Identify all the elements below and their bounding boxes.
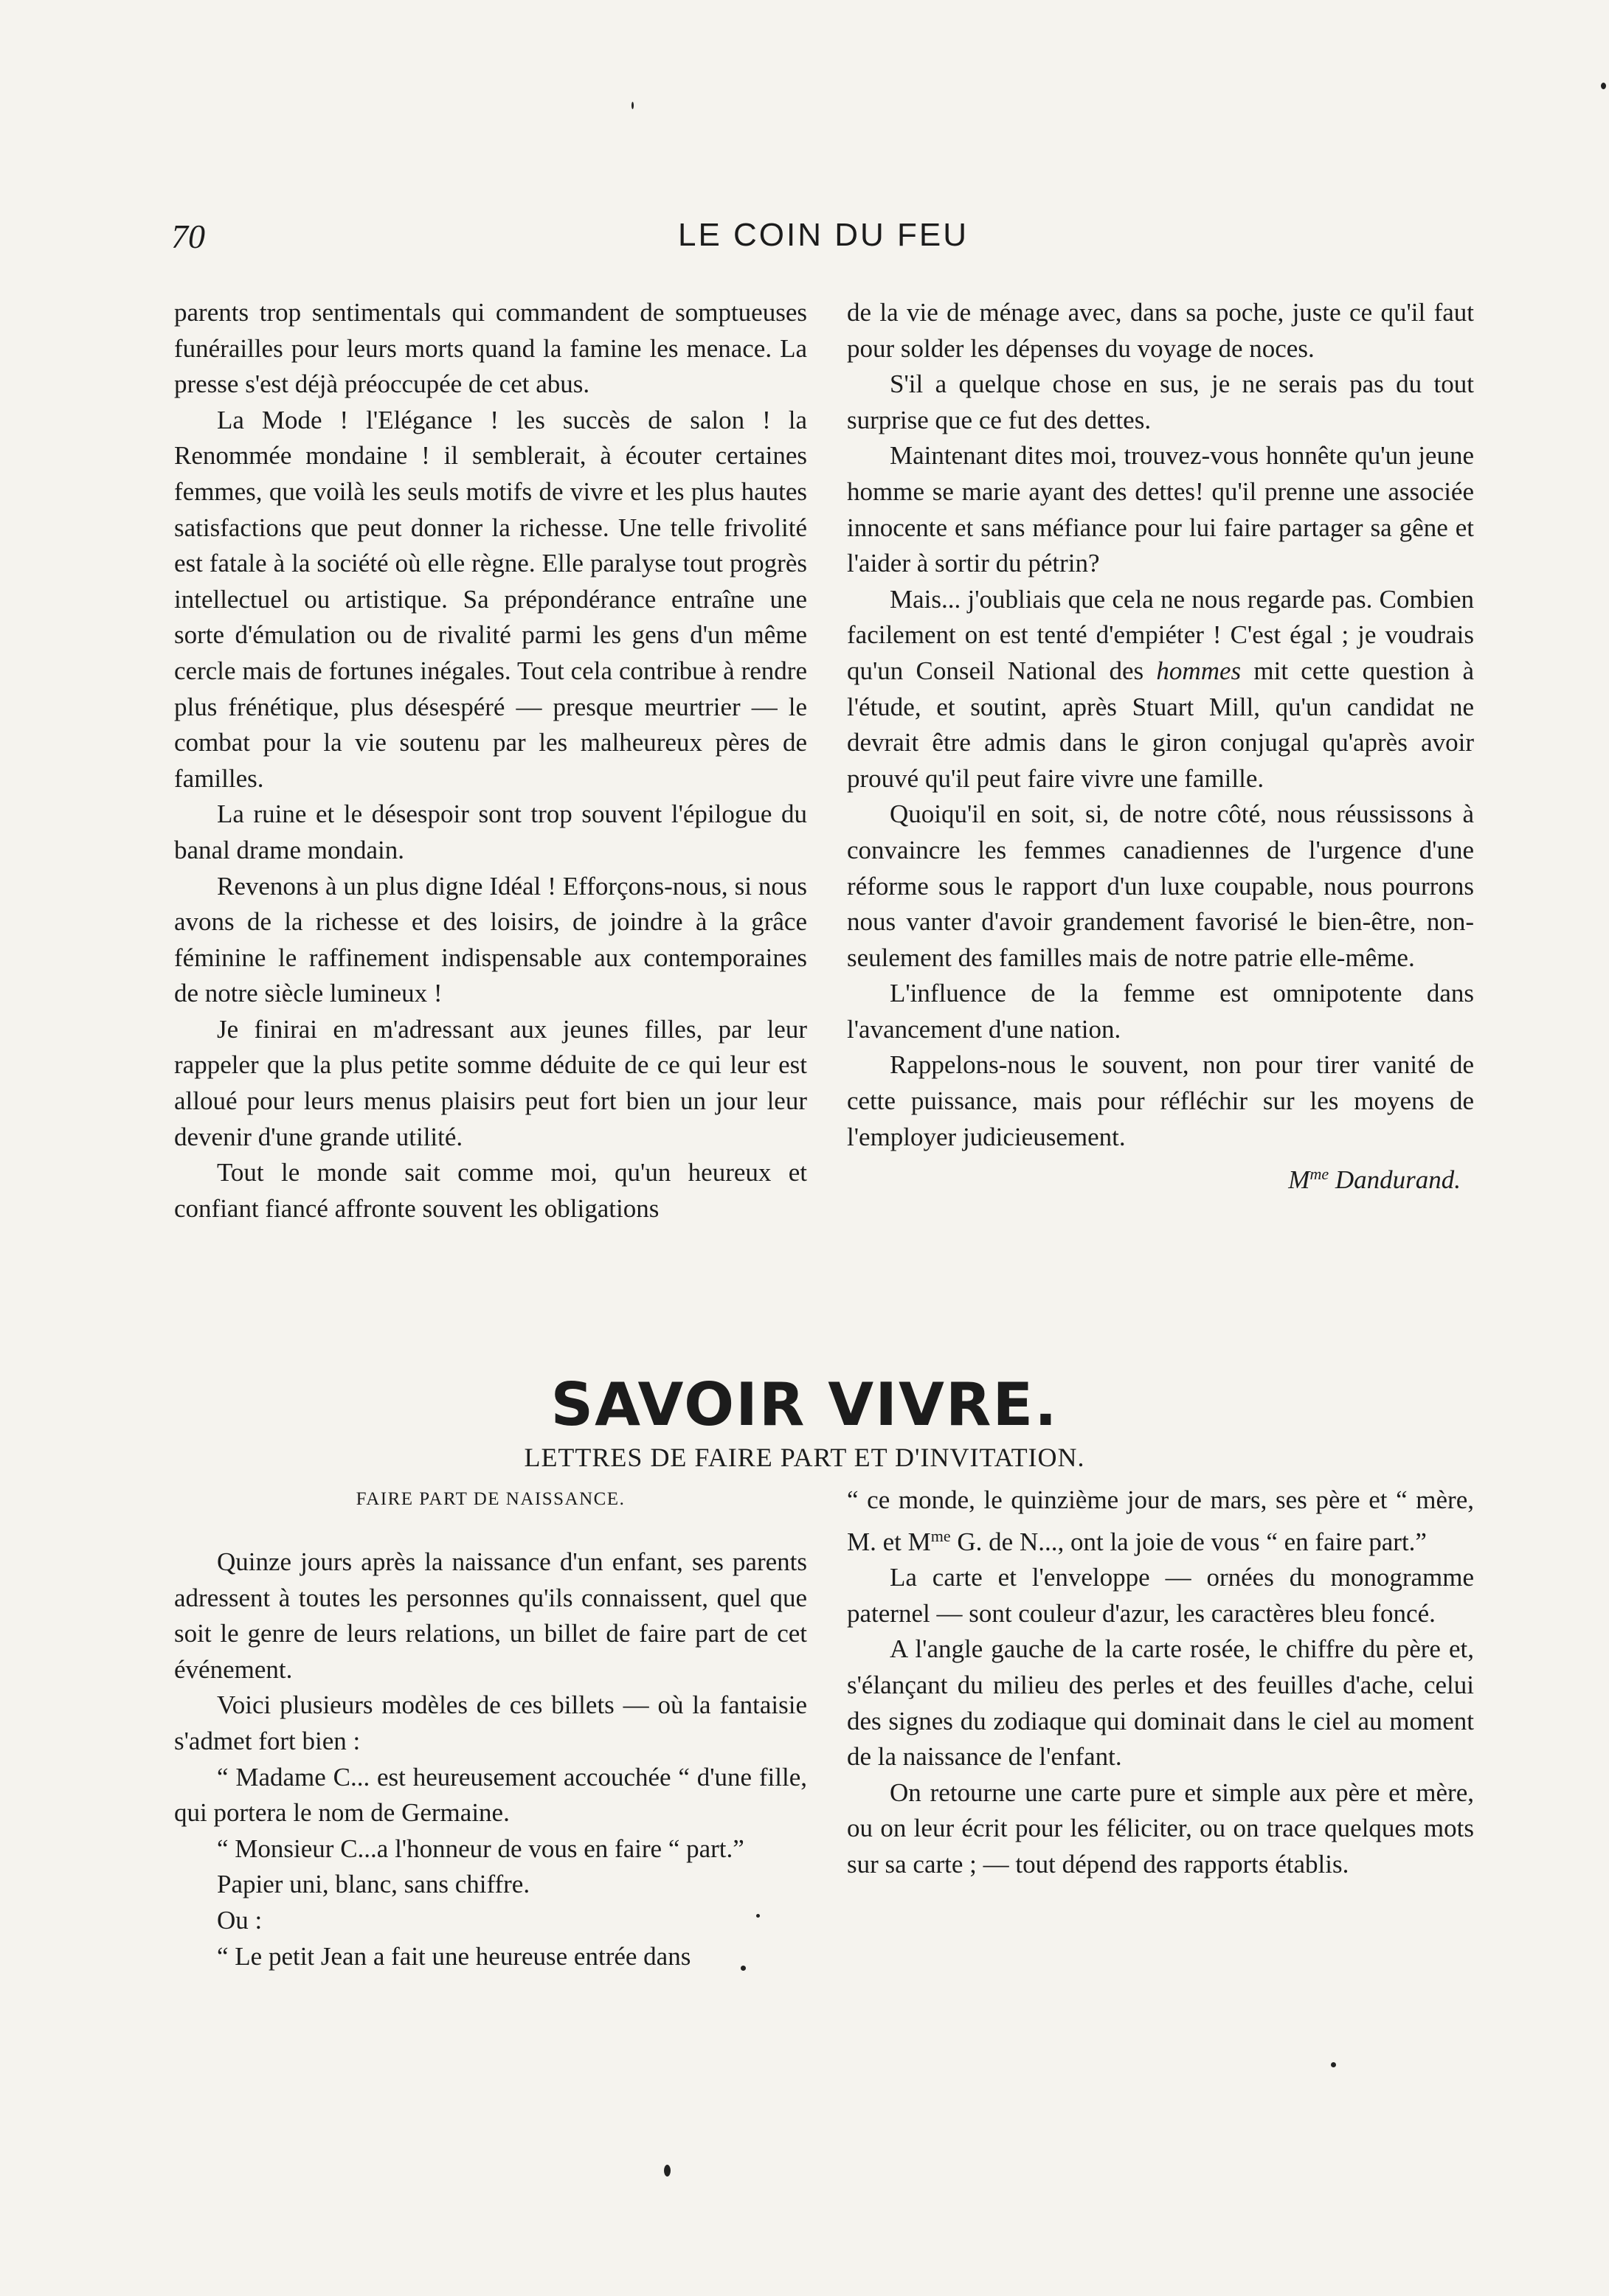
signature-name: Dandurand. [1329,1165,1461,1195]
author-signature [847,1156,1474,1199]
paragraph: Tout le monde sait comme moi, qu'un heureux et confiant fiancé affronte souvent les obligations [174,1158,807,1223]
text-run: mit cette question à l'étude, et soutint, après Stuart Mill, qu'un candidat ne devrait être admis dans le giron conjugal qu'après avoir prouvé qu'il peut faire vivre une famille. [847,656,1474,793]
text-run: Mais... j'oubliais que cela ne nous regarde pas. Combien facilement on est tenté d'empiéter ! C'est égal ; je voudrais qu'un Conseil National des [847,584,1474,685]
section-title: SAVOIR VIVRE. [550,1370,1059,1439]
ink-speck [1331,2062,1336,2067]
paragraph: La Mode ! l'Elégance ! les succès de salon ! la Renommée mondaine ! il semblerait, à écouter certaines femmes, que voilà les seuls motifs de vivre et les plus hautes satisfactions que peut donner la richesse. Une telle frivolité est fatale à la société où elle règne. Elle paralyse tout progrès intellectuel ou artistique. Sa prépondérance entraîne une sorte d'émulation ou de rivalité parmi les gens d'un même cercle mais de fortunes inégales. Tout cela contribue à rendre plus frénétique, plus désespéré — presque meurtrier — le combat pour la vie soutenu par les malheureux pères de familles. [174,405,807,793]
paragraph [847,582,1474,797]
ink-speck [632,102,634,109]
quoted-text: “ Madame C... est heureusement accouchée “ d'une fille, qui portera le nom de Germaine. [174,1762,807,1828]
ink-speck [1601,83,1606,89]
signature-initial: M [1288,1165,1310,1195]
ink-speck [741,1966,746,1971]
section-subtitle: LETTRES DE FAIRE PART ET D'INVITATION. [524,1443,1085,1472]
section-column-left [174,1488,807,1974]
paragraph: Revenons à un plus digne Idéal ! Efforçons-nous, si nous avons de la richesse et des loisirs, de joindre à la grâce féminine le raffinement indispensable aux contemporaines de notre siècle lumineux ! [174,871,807,1008]
emphasis: hommes [1156,656,1242,685]
ink-speck [664,2165,671,2177]
paragraph: Rappelons-nous le souvent, non pour tirer vanité de cette puissance, mais pour réfléchir sur les moyens de l'employer judicieusement. [847,1050,1474,1151]
paragraph: Quinze jours après la naissance d'un enfant, ses parents adressent à toutes les personnes qu'ils connaissent, quel que soit le genre de leurs relations, un billet de faire part de cet événement. [174,1547,807,1684]
paragraph: de la vie de ménage avec, dans sa poche, juste ce qu'il faut pour solder les dépenses du voyage de noces. [847,298,1474,363]
paragraph: Ou : [217,1905,263,1935]
paragraph: A l'angle gauche de la carte rosée, le chiffre du père et, s'élançant du milieu des perles et des feuilles d'ache, celui des signes du zodiaque qui dominait dans le ciel au moment de la naissance de l'enfant. [847,1634,1474,1772]
paragraph: Je finirai en m'adressant aux jeunes filles, par leur rappeler que la plus petite somme déduite de ce qui leur est alloué pour leurs menus plaisirs peut fort bien un jour leur devenir d'une grande utilité. [174,1014,807,1151]
paragraph: Quoiqu'il en soit, si, de notre côté, nous réussissons à convaincre les femmes canadiennes de l'urgence d'une réforme sous le rapport d'un luxe coupable, nous pourrons nous vanter d'avoir grandement favorisé le bien-être, non-seulement des familles mais de notre patrie elle-même. [847,800,1474,972]
paragraph: S'il a quelque chose en sus, je ne serais pas du tout surprise que ce fut des dettes. [847,370,1474,434]
paragraph: Maintenant dites moi, trouvez-vous honnête qu'un jeune homme se marie ayant des dettes! qu'il prenne une associée innocente et sans méfiance pour lui faire partager sa gêne et l'aider à sortir du pétrin? [847,441,1474,578]
journal-title: LE COIN DU FEU [677,217,969,253]
text-run: G. de N..., ont la joie de vous “ en faire part.” [950,1527,1427,1556]
subheading: FAIRE PART DE NAISSANCE. [356,1489,626,1509]
signature-superscript: me [1309,1165,1329,1184]
page-number: 70 [171,218,205,255]
paragraph: Voici plusieurs modèles de ces billets — où la fantaisie s'admet fort bien : [174,1690,807,1755]
running-head [171,217,1475,268]
section-column-right [847,1482,1474,1883]
paragraph: La ruine et le désespoir sont trop souvent l'épilogue du banal drame mondain. [174,800,807,864]
article-column-right [847,295,1474,1199]
paragraph: On retourne une carte pure et simple aux père et mère, ou on leur écrit pour les féliciter, ou on trace quelques mots sur sa carte ; — tout dépend des rapports établis. [847,1778,1474,1879]
ink-speck [756,1914,760,1918]
paragraph: La carte et l'enveloppe — ornées du monogramme paternel — sont couleur d'azur, les caractères bleu foncé. [847,1563,1474,1628]
article-column-left [174,295,807,1227]
superscript: me [930,1526,951,1545]
paragraph: L'influence de la femme est omnipotente dans l'avancement d'une nation. [847,979,1474,1044]
quoted-text: “ Monsieur C...a l'honneur de vous en faire “ part.” [217,1834,744,1863]
quoted-text [847,1482,1474,1560]
paragraph: parents trop sentimentals qui commandent de somptueuses funérailles pour leurs morts quand la famine les menace. La presse s'est déjà préoccupée de cet abus. [174,298,807,399]
text-run: “ ce monde, le quinzième jour de mars, ses père et “ mère, M. et M [847,1485,1474,1556]
paragraph: Papier uni, blanc, sans chiffre. [217,1870,530,1899]
quoted-text: “ Le petit Jean a fait une heureuse entrée dans [217,1941,691,1971]
